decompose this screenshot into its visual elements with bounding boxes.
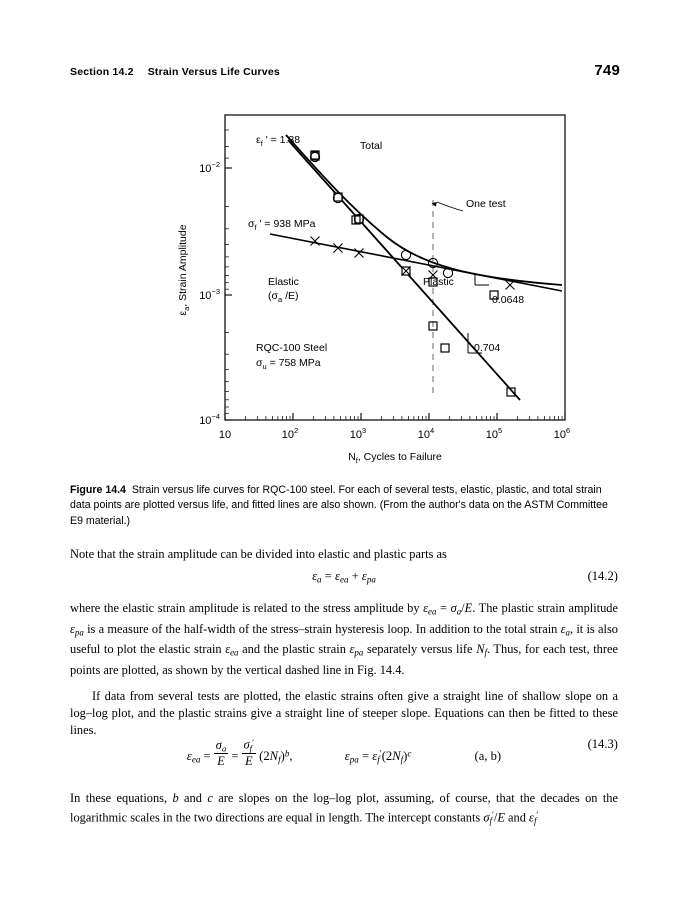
paragraph-2-g: . Thus, for each test, three points are plotted, as shown by the vertical dashed line in Fig. 14.4. <box>70 642 618 678</box>
header-section-title: Strain Versus Life Curves <box>147 66 280 78</box>
equation-14-3-number: (14.3) <box>587 737 618 751</box>
paragraph-2-f: separately versus life <box>366 642 473 657</box>
running-head <box>70 62 620 79</box>
page-number: 749 <box>594 62 620 79</box>
header-section: Section 14.2 <box>70 66 134 78</box>
annotation-elastic-line2: ($\sigma_a$ /E) <box>268 290 299 304</box>
equation-14-2-body: $\varepsilon_a = \varepsilon_{ea} + \varepsilon_{pa}$ <box>312 569 376 585</box>
svg-text:10−4: $10^{-4}$ <box>199 412 220 427</box>
figure-caption-label: Figure 14.4 <box>70 484 126 496</box>
annotation-elastic-line1: Elastic <box>268 276 299 288</box>
figure-14-4 <box>70 95 620 465</box>
paragraph-3-text: If data from several tests are plotted, the elastic strains often give a straight line of shallow slope on a log–log plot, and the plastic strains give a straight line of steeper slope. Equations can then be fitted to these lines. <box>70 689 618 738</box>
annotation-material-strength: $\sigma_u = 758$ MPa <box>256 357 321 371</box>
y-axis-title: $\varepsilon_a$, Strain Amplitude <box>177 224 191 316</box>
y-tick-labels <box>199 160 220 427</box>
paragraph-2: where the elastic strain amplitude is related to the stress amplitude by $\varepsilon_{ea} = \sigma_a/E$. The plastic strain amplitude $\varepsilon_{pa}$ is a measure of the half-width of the stress–strain hysteresis loop. In addition to the total strain $\varepsilon_a$, it is also useful to plot the elastic strain $\varepsilon_{ea}$ and the plastic strain $\varepsilon_{pa}$ separately versus life $N_f$. Thus, for each test, three points are plotted, as shown by the vertical dashed line in Fig. 14.4. <box>70 601 619 678</box>
plot-frame <box>225 115 565 420</box>
svg-text:105: $10^5$ <box>485 426 503 441</box>
annotation-epsilon-f-prime: $\varepsilon_f$ ' = 1.38 <box>256 134 301 148</box>
paragraph-2-d: , it is also useful to plot the elastic strain <box>70 621 618 657</box>
annotation-elastic-slope: 0.0648 <box>492 294 525 306</box>
paragraph-2-a: where the elastic strain amplitude is related to the stress amplitude by <box>70 601 420 615</box>
equation-14-3-label: (a, b) <box>474 749 502 764</box>
annotation-plastic-slope: 0.704 <box>474 342 501 354</box>
annotation-sigma-f-prime: $\sigma_f$ ' = 938 MPa <box>248 218 316 232</box>
equation-14-2 <box>70 569 618 585</box>
paragraph-2-b: . The plastic strain amplitude <box>472 601 619 615</box>
figure-caption-text: Strain versus life curves for RQC-100 steel. For each of several tests, elastic, plastic, and total strain data points are plotted versus life, and fitted lines are also shown. (From the author's data on the ASTM Committee E9 material.) <box>70 484 608 527</box>
annotation-material-name: RQC-100 Steel <box>256 342 328 354</box>
paragraph-2-c: is a measure of the half-width of the stress–strain hysteresis loop. In addition to the total strain <box>87 621 558 636</box>
annotation-plastic: Plastic <box>423 276 454 288</box>
svg-text:10: 10 <box>218 429 232 441</box>
strain-life-chart <box>70 95 620 465</box>
equation-14-3-body: $\varepsilon_{ea}$ = $\frac{\sigma_a}{E}$ = $\frac{\sigma_f'}{E}$ $(2N_f)^b$, $\varepsilon_{pa} = \varepsilon_f'(2N_f)^c$ (a, b) <box>186 737 502 769</box>
svg-text:104: $10^4$ <box>417 426 435 441</box>
equation-14-3 <box>70 737 618 769</box>
paragraph-1: Note that the strain amplitude can be divided into elastic and plastic parts as <box>70 547 447 561</box>
figure-caption <box>70 483 618 529</box>
svg-text:103: $10^3$ <box>349 426 367 441</box>
paragraph-4: In these equations, b and c are slopes on the log–log plot, assuming, of course, that the decades on the logarithmic scales in the two directions are equal in length. The intercept constants $\sigma_f'/E$ and $\varepsilon_f'$ <box>70 791 618 827</box>
annotation-total: Total <box>360 140 383 152</box>
x-tick-labels <box>219 426 570 441</box>
svg-text:106: $10^6$ <box>553 426 571 441</box>
svg-text:10−2: $10^{-2}$ <box>199 160 220 175</box>
equation-14-2-number: (14.2) <box>587 569 618 583</box>
svg-text:102: $10^2$ <box>281 426 299 441</box>
paragraph-2-e: and the plastic strain <box>242 642 346 657</box>
annotation-one-test: One test <box>466 198 506 210</box>
paragraph-3 <box>70 688 618 740</box>
svg-text:10−3: $10^{-3}$ <box>199 287 220 302</box>
x-axis-title: $N_f$, Cycles to Failure <box>348 451 442 465</box>
